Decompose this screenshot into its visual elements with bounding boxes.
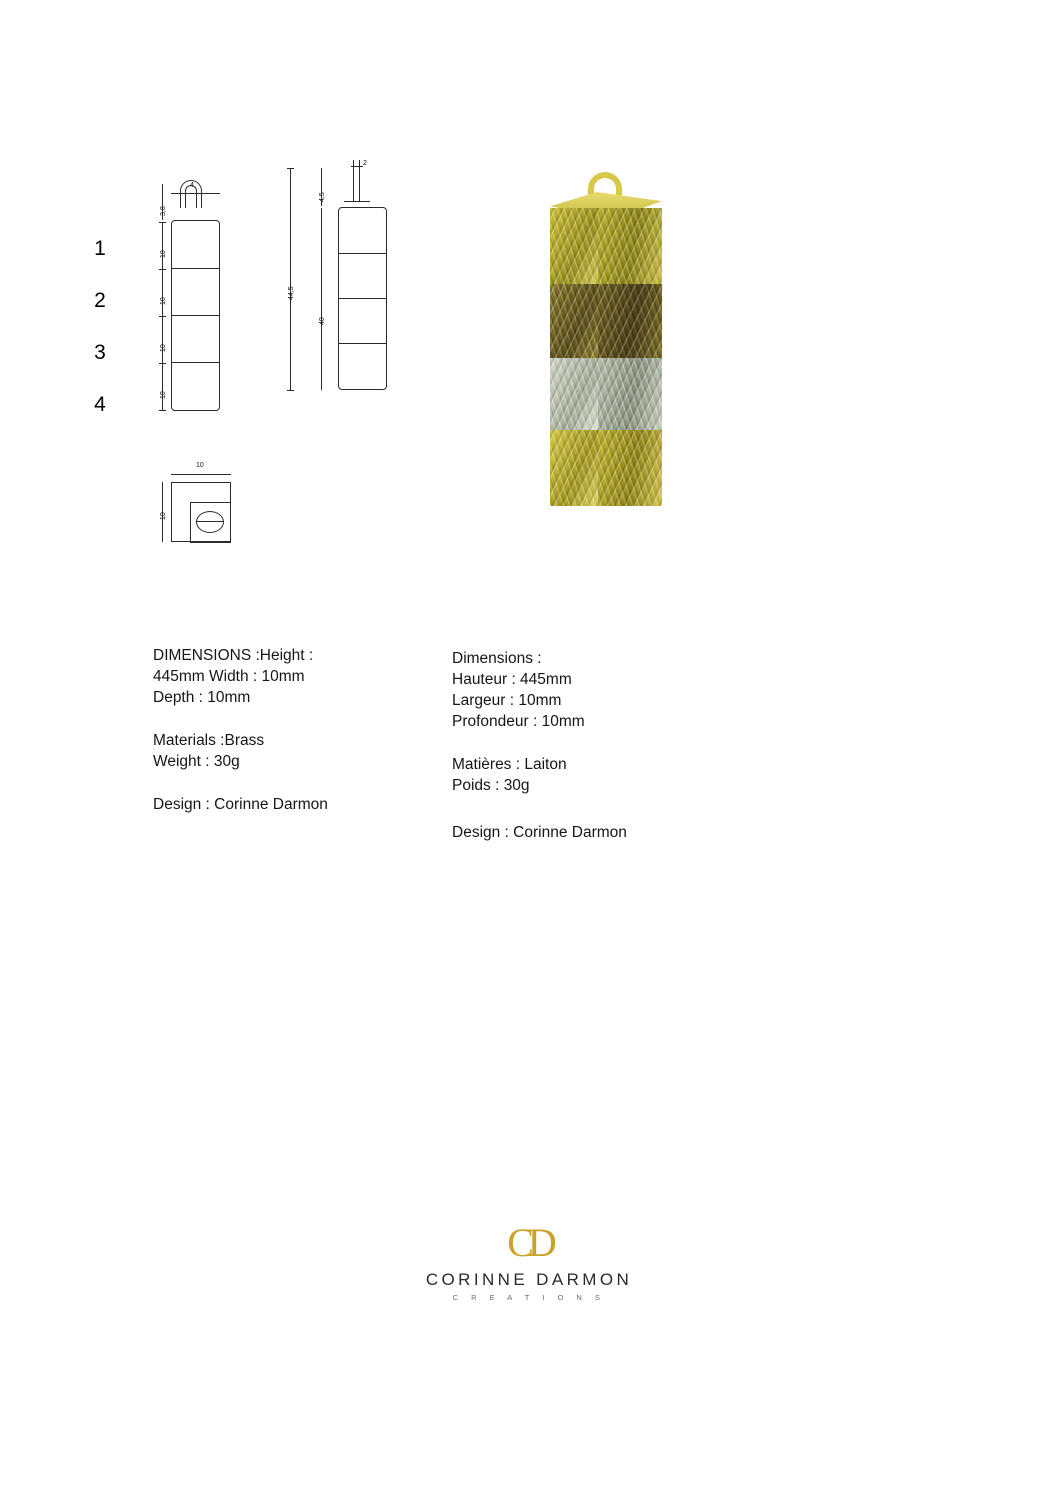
spec-en-dimensions-line3: Depth : 10mm: [153, 689, 251, 706]
spec-en-gap-2: [153, 772, 423, 794]
front-body-outline: [171, 220, 220, 411]
segment-number-1: 1: [94, 236, 106, 260]
front-seg-dim-3: 10: [160, 344, 167, 352]
side-body-height-dim-line: [321, 208, 322, 390]
pin-cap-line: [344, 201, 370, 202]
side-elevation-view: [280, 160, 415, 435]
render-segment-3-texture-2: [550, 358, 662, 434]
top-width-dim-line: [171, 474, 231, 475]
front-seg-dim-4: 10: [160, 391, 167, 399]
front-divider-3: [172, 362, 219, 363]
render-segment-1: [550, 208, 662, 284]
front-width-dim-line: [171, 193, 220, 194]
front-width-dim-text: 4: [190, 182, 194, 189]
segment-number-4: 4: [94, 392, 106, 416]
total-height-dim-text: 44,5: [288, 286, 295, 300]
spec-en-dimensions-line2: 445mm Width : 10mm: [153, 668, 305, 685]
top-ellipse-slot-line: [196, 521, 224, 522]
segment-number-list: [88, 222, 112, 430]
spec-en-materials: Materials :Brass: [153, 732, 265, 749]
spec-en-weight: Weight : 30g: [153, 753, 240, 770]
front-dim-tick-2: [159, 316, 166, 317]
render-segment-1-texture-2: [550, 208, 662, 284]
top-ellipse: [196, 511, 224, 533]
render-segment-2-texture-2: [550, 284, 662, 360]
total-dim-tick-bottom: [287, 390, 294, 391]
top-depth-dim-text: 10: [160, 512, 167, 520]
spec-en-gap-1: [153, 708, 423, 730]
bail-height-dim-text: 3,8: [160, 206, 167, 216]
technical-drawing-area: [0, 0, 1058, 620]
spec-fr-matieres: Matières : Laiton: [452, 756, 567, 773]
front-dim-tick-0: [159, 222, 166, 223]
side-divider-3: [339, 343, 386, 344]
pin-width-dim-line: [351, 166, 363, 167]
render-segment-3: [550, 358, 662, 434]
front-dim-tick-3: [159, 363, 166, 364]
side-body-height-dim-text: 40: [319, 317, 326, 325]
side-body-outline: [338, 207, 387, 390]
spec-fr-design: Design : Corinne Darmon: [452, 824, 627, 841]
front-elevation-view: [150, 180, 260, 435]
front-dim-tick-4: [159, 410, 166, 411]
spec-fr-profondeur: Profondeur : 10mm: [452, 713, 585, 730]
footer-logo: [0, 1222, 1058, 1302]
front-divider-2: [172, 315, 219, 316]
front-dim-tick-1: [159, 269, 166, 270]
pin-width-dim-text: 2: [363, 160, 367, 167]
spec-en-design: Design : Corinne Darmon: [153, 796, 328, 813]
top-plan-view: [150, 462, 260, 570]
spec-fr-largeur: Largeur : 10mm: [452, 692, 562, 709]
spec-fr-poids: Poids : 30g: [452, 777, 530, 794]
spec-fr-gap-2: [452, 796, 732, 822]
monogram-icon: CD: [507, 1220, 551, 1265]
product-3d-render: [528, 172, 688, 502]
render-segment-2: [550, 284, 662, 360]
spec-en-dimensions-line1: DIMENSIONS :Height :: [153, 647, 314, 664]
spec-fr-gap-1: [452, 732, 732, 754]
front-seg-dim-2: 10: [160, 297, 167, 305]
segment-number-2: 2: [94, 288, 106, 312]
render-segment-4: [550, 430, 662, 506]
total-height-dim-line: [290, 168, 291, 390]
total-dim-tick-top: [287, 168, 294, 169]
side-divider-1: [339, 253, 386, 254]
pin-height-dim-text: 4,5: [319, 192, 326, 202]
brand-subtitle: C R E A T I O N S: [452, 1293, 606, 1302]
render-segment-4-texture-2: [550, 430, 662, 506]
segment-number-3: 3: [94, 340, 106, 364]
spec-fr-hauteur: Hauteur : 445mm: [452, 671, 572, 688]
top-width-dim-text: 10: [196, 462, 204, 469]
front-seg-dim-1: 10: [160, 250, 167, 258]
spec-fr-dimensions-title: Dimensions :: [452, 650, 542, 667]
side-divider-2: [339, 298, 386, 299]
brand-name: CORINNE DARMON: [425, 1270, 633, 1289]
spec-block-english: [153, 645, 423, 815]
spec-block-french: [452, 648, 732, 843]
front-divider-1: [172, 268, 219, 269]
